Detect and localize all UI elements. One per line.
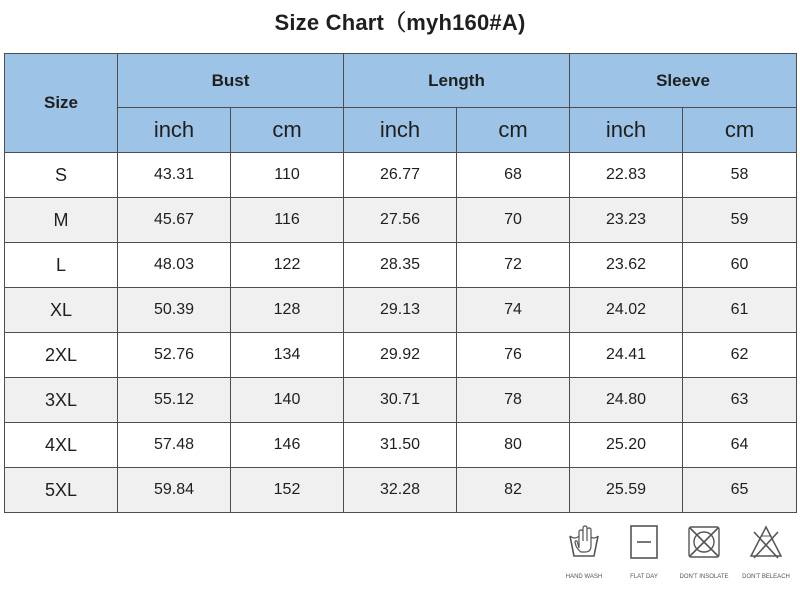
table-row [5,243,797,288]
table-cell: 59.84 [118,468,231,513]
bust-group-header: Bust [118,54,344,108]
table-cell: 74 [457,288,570,333]
table-cell: 78 [457,378,570,423]
table-row [5,333,797,378]
table-cell: 32.28 [344,468,457,513]
unit-header: inch [118,108,231,153]
table-cell: 25.59 [570,468,683,513]
table-row [5,468,797,513]
size-label: 4XL [5,423,118,468]
care-label: FLAT DAY [630,574,658,580]
table-cell: 29.92 [344,333,457,378]
care-label: DON'T INSOLATE [679,574,729,580]
size-label: 3XL [5,378,118,423]
table-cell: 140 [231,378,344,423]
table-row [5,153,797,198]
size-label: XL [5,288,118,333]
table-cell: 52.76 [118,333,231,378]
table-cell: 30.71 [344,378,457,423]
page-title: Size Chart（myh160#A) [274,10,526,35]
unit-header: cm [231,108,344,153]
table-cell: 68 [457,153,570,198]
size-label: L [5,243,118,288]
table-cell: 70 [457,198,570,243]
table-cell: 24.41 [570,333,683,378]
table-cell: 146 [231,423,344,468]
table-row [5,378,797,423]
size-chart-table [4,53,797,513]
size-label: M [5,198,118,243]
table-cell: 62 [683,333,797,378]
unit-header: inch [570,108,683,153]
table-cell: 55.12 [118,378,231,423]
table-cell: 29.13 [344,288,457,333]
unit-header: cm [457,108,570,153]
unit-header: cm [683,108,797,153]
table-cell: 58 [683,153,797,198]
table-cell: 23.23 [570,198,683,243]
table-cell: 57.48 [118,423,231,468]
table-cell: 80 [457,423,570,468]
care-item-do-not-bleach [738,520,794,588]
care-item-flat-dry [616,520,672,588]
table-cell: 128 [231,288,344,333]
table-cell: 60 [683,243,797,288]
table-cell: 76 [457,333,570,378]
table-cell: 24.80 [570,378,683,423]
table-cell: 64 [683,423,797,468]
table-cell: 48.03 [118,243,231,288]
table-cell: 25.20 [570,423,683,468]
table-cell: 134 [231,333,344,378]
table-cell: 23.62 [570,243,683,288]
table-cell: 24.02 [570,288,683,333]
table-cell: 116 [231,198,344,243]
table-cell: 61 [683,288,797,333]
table-cell: 82 [457,468,570,513]
table-cell: 122 [231,243,344,288]
do-not-tumble-dry-icon [686,524,722,560]
size-label: S [5,153,118,198]
table-cell: 50.39 [118,288,231,333]
flat-dry-icon [627,524,661,560]
table-cell: 110 [231,153,344,198]
size-label: 2XL [5,333,118,378]
care-item-hand-wash [556,520,612,588]
care-instructions [556,520,800,588]
table-row [5,288,797,333]
table-cell: 43.31 [118,153,231,198]
table-row [5,198,797,243]
length-group-header: Length [344,54,570,108]
table-cell: 26.77 [344,153,457,198]
table-cell: 31.50 [344,423,457,468]
table-cell: 72 [457,243,570,288]
size-label: 5XL [5,468,118,513]
unit-header: inch [344,108,457,153]
table-cell: 152 [231,468,344,513]
do-not-bleach-icon [748,524,784,560]
care-item-do-not-tumble-dry [676,520,732,588]
size-column-header: Size [5,54,118,153]
table-cell: 28.35 [344,243,457,288]
care-label: DON'T BELEACH [742,574,790,580]
table-cell: 22.83 [570,153,683,198]
table-cell: 59 [683,198,797,243]
table-cell: 27.56 [344,198,457,243]
table-cell: 65 [683,468,797,513]
care-label: HAND WASH [565,574,603,580]
hand-wash-icon [567,524,601,560]
table-row [5,423,797,468]
sleeve-group-header: Sleeve [570,54,797,108]
table-cell: 45.67 [118,198,231,243]
table-cell: 63 [683,378,797,423]
